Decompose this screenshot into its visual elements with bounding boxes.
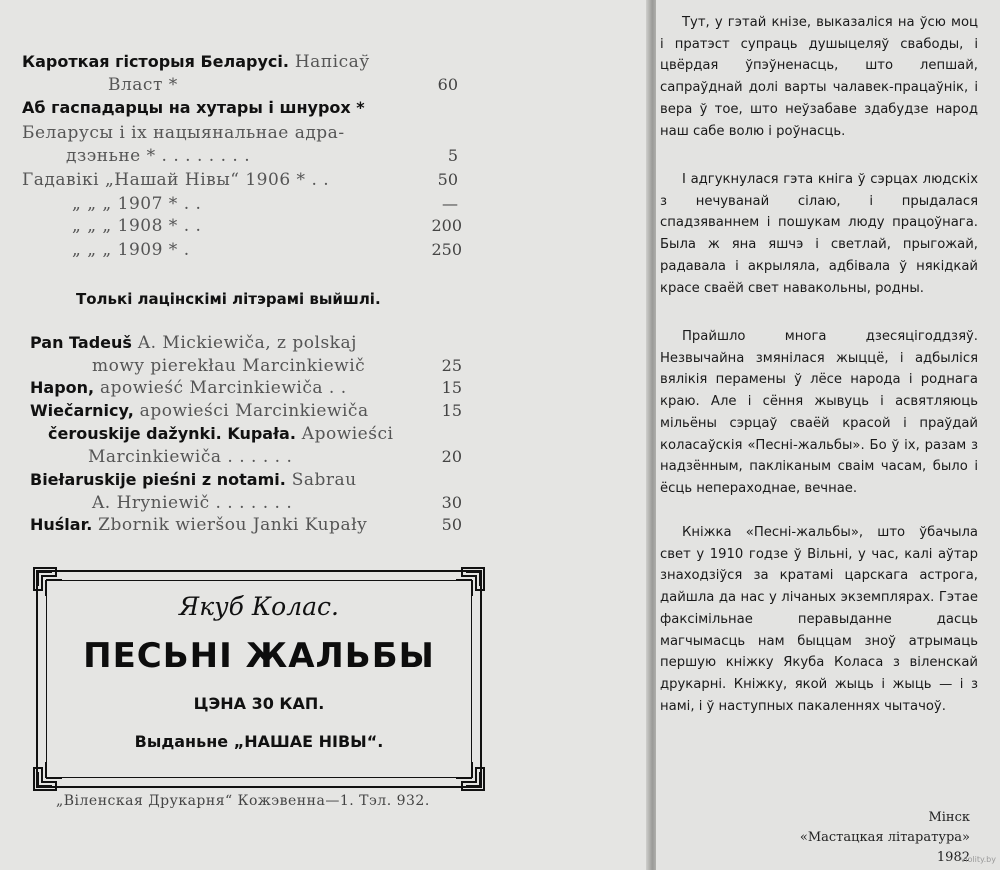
latin-item: Biełaruskije pieśni z notami. Sabrau xyxy=(30,470,357,490)
catalog-item: „ „ „ 1907 * . . xyxy=(72,194,202,214)
ad-publisher: Выданьне „НАШАЕ НІВЫ“. xyxy=(134,732,384,751)
latin-item: A. Hryniewič . . . . . . . xyxy=(92,493,293,513)
latin-item: Huślar. Zbornik wieršou Janki Kupały xyxy=(30,515,368,535)
catalog-item: Гадавікі „Нашай Нівы“ 1906 * . . xyxy=(22,170,330,190)
latin-item: Pan Tadeuš A. Mickiewiča, z polskaj xyxy=(30,333,357,353)
price: 5 xyxy=(447,146,458,165)
latin-item: čerouskije dažynki. Kupała. Apowieści xyxy=(48,424,394,444)
imprint-city: Мінск xyxy=(928,810,970,825)
price: 30 xyxy=(441,493,462,512)
price: 50 xyxy=(441,515,462,534)
ad-book-title: ПЕСЬНІ ЖАЛЬБЫ xyxy=(83,636,435,676)
latin-item: Wiečarnicy, apowieści Marcinkiewiča xyxy=(30,401,369,421)
price: 15 xyxy=(441,378,462,397)
latin-item: Marcinkiewiča . . . . . . xyxy=(88,447,293,467)
price: 25 xyxy=(441,356,462,375)
imprint-publisher: «Мастацкая літаратура» xyxy=(799,830,970,845)
ad-author: Якуб Колас. xyxy=(179,592,339,621)
price: 250 xyxy=(431,240,462,259)
paragraph: І адгукнулася гэта кніга ў сэрцах людскіх з нечуванай сілаю, і прыдалася спадзяваннем і пошукам люду працоўнага. Была ж яна яшчэ і светлай, прыгожай, радавала і акрыляла, адбівала ў някідкай красе сваёй свет навакольны, родны. xyxy=(660,172,978,296)
corner-ornament-icon xyxy=(32,758,66,792)
price: 200 xyxy=(431,216,462,235)
catalog-item: „ „ „ 1909 * . xyxy=(72,240,190,260)
catalog-item: Беларусы і іх нацыянальнае адра- xyxy=(22,123,345,143)
watermark: violity.by xyxy=(960,855,996,864)
catalog-item: Аб гаспадарцы на хутары і шнурох * xyxy=(22,98,365,117)
book-advertisement xyxy=(36,570,482,788)
price: 60 xyxy=(437,75,458,94)
price: 15 xyxy=(441,401,462,420)
price: — xyxy=(442,194,458,213)
catalog-item: „ „ „ 1908 * . . xyxy=(72,216,202,236)
paragraph: Кніжка «Песні-жальбы», што ўбачыла свет у 1910 годзе ў Вільні, у час, калі аўтар знаходзіўся за кратамі царскага астрога, дайшла да нас у лічаных экземплярах. Гэтае факсімільнае перавыданне дасць магчымасць нам быццам зноў атрымаць першую кніжку Якуба Коласа з віленскай друкарні. Кніжку, якой жыць і жыць — і з намі, і ў наступных пакаленнях чытачоў. xyxy=(660,525,978,714)
ad-price: ЦЭНА 30 КАП. xyxy=(193,694,325,713)
imprint-year: 1982 xyxy=(936,850,970,865)
price: 20 xyxy=(441,447,462,466)
price: 50 xyxy=(437,170,458,189)
latin-item: mowy pierekłau Marcinkiewič xyxy=(92,356,366,376)
paragraph: Прайшло многа дзесяцігоддзяў. Незвычайна змянілася жыццё, і адбыліся вялікія перамены ў лёсе народа і роднага краю. Але і сёння жывуць і асвятляюць мільёны сэрцаў сваёй красой і праўдай коласаўскія «Песні-жальбы». Бо ў іх, разам з надзённым, пакліканым сваім часам, было і ёсць непераходнае, вечнае. xyxy=(660,329,978,496)
latin-heading: Толькі лацінскімі літэрамі выйшлі. xyxy=(76,290,381,308)
printer-line: „Віленская Друкарня“ Кожэвенна—1. Тэл. 932. xyxy=(56,793,430,809)
catalog-item: дзэньне * . . . . . . . . xyxy=(66,146,251,166)
paragraph: Тут, у гэтай кнізе, выказаліся на ўсю моц і пратэст супраць душыцеляў свабоды, і цвёрдая ўпэўненасць, што лепшай, сапраўднай долі варты чалавек-працаўнік, і вера ў тое, што неўзабаве здабудзе народ наш сабе волю і роўнасць. xyxy=(660,15,978,139)
latin-item: Hapon, apowieść Marcinkiewiča . . xyxy=(30,378,347,398)
catalog-item: Кароткая гісторыя Беларусі. Напісаў xyxy=(22,52,370,72)
catalog-item: Власт * xyxy=(108,75,178,95)
corner-ornament-icon xyxy=(452,758,486,792)
